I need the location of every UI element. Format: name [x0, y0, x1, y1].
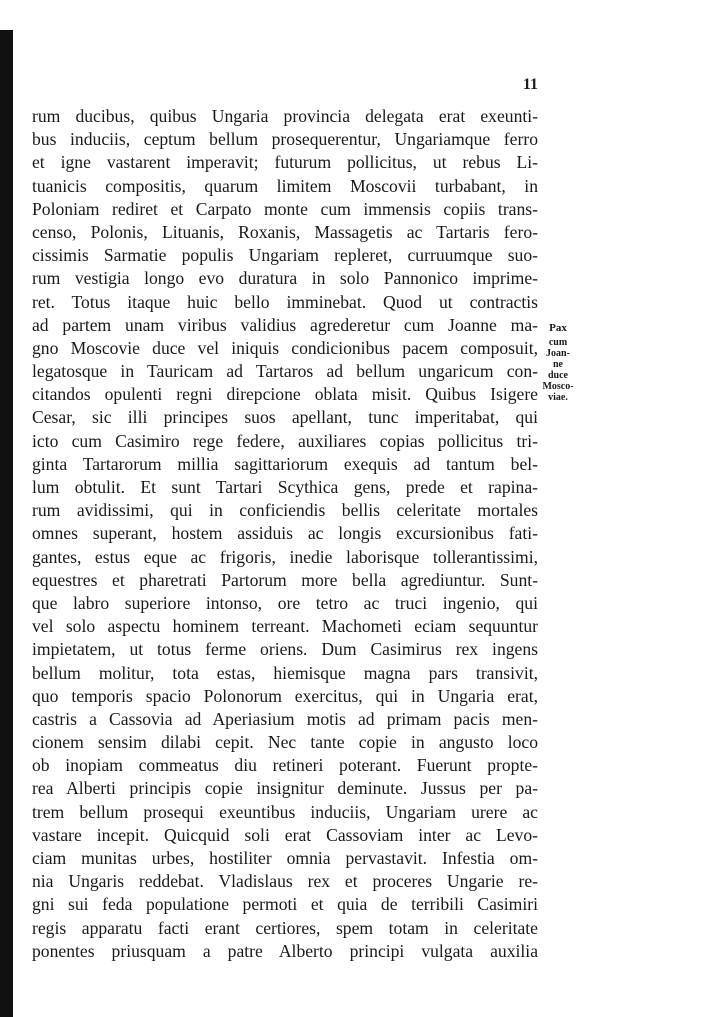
text-line: quo temporis spacio Polonorum exercitus, qui in Ungaria erat,	[32, 685, 538, 706]
text-line: castris a Cassovia ad Aperiasium motis ad primam pacis men-	[32, 708, 538, 729]
text-line: ciam munitas urbes, hostiliter omnia pervastavit. Infestia om-	[32, 848, 538, 868]
text-line: gantes, estus eque ac frigoris, inedie laborisque tollerantissimi,	[32, 546, 538, 567]
text-line: ob inopiam commeatus diu retineri poterant. Fuerunt propte-	[32, 755, 538, 776]
text-line: ad partem unam viribus validius agrederetur cum Joanne ma-	[32, 314, 538, 335]
text-line: bus induciis, ceptum bellum prosequerentur, Ungariamque ferro	[32, 129, 538, 150]
text-line: trem bellum prosequi exeuntibus induciis, Ungariam urere ac	[32, 801, 538, 822]
text-line: bellum molitur, tota estas, hiemisque magna pars transivit,	[32, 662, 538, 683]
text-line: ponentes priusquam a patre Alberto principi vulgata auxilia	[32, 940, 538, 961]
text-line: rea Alberti principis copie insignitur deminute. Jussus per pa-	[32, 778, 538, 799]
text-line: cionem sensim dilabi cepit. Nec tante copie in angusto loco	[32, 732, 538, 753]
text-line: equestres et pharetrati Partorum more bella agrediuntur. Sunt-	[32, 569, 538, 590]
body-text	[32, 105, 538, 963]
marginal-note-line: duce	[548, 370, 568, 381]
marginal-note-line: ne	[553, 359, 563, 370]
text-line: icto cum Casimiro rege federe, auxiliares copias pollicitus tri-	[32, 430, 538, 451]
text-line: omnes superant, hostem assiduis ac longis excursionibus fati-	[32, 523, 538, 544]
text-line: gni sui feda populatione permoti et quia de terribili Casimiri	[32, 894, 538, 915]
text-line: citandos opulenti regni direpcione oblata misit. Quibus Isigere	[32, 384, 538, 405]
text-line: rum ducibus, quibus Ungaria provincia delegata erat exeunti-	[32, 106, 538, 126]
text-line: rum vestigia longo evo duratura in solo Pannonico imprime-	[32, 268, 538, 289]
text-line: ret. Totus itaque huic bello imminebat. Quod ut contractis	[32, 291, 538, 312]
text-line: impietatem, ut totus ferme oriens. Dum Casimirus rex ingens	[32, 639, 538, 660]
text-line: tuanicis compositis, quarum limitem Moscovii turbabant, in	[32, 175, 538, 196]
text-line: lum obtulit. Et sunt Tartari Scythica gens, prede et rapina-	[32, 477, 538, 497]
text-line: regis apparatu facti erant certiores, spem totam in celeritate	[32, 917, 538, 938]
marginal-note-line: Pax	[549, 322, 567, 334]
page-number: 11	[522, 76, 538, 93]
scan-binding-edge	[0, 30, 13, 1017]
text-line: cissimis Sarmatie populis Ungariam repleret, curruumque suo-	[32, 245, 538, 266]
text-line: Cesar, sic illi principes suos apellant, tunc imperitabat, qui	[32, 407, 538, 428]
text-line: que labro superiore intonso, ore tetro ac truci ingenio, qui	[32, 592, 538, 613]
marginal-note	[538, 323, 578, 403]
marginal-note-line: cum	[548, 337, 568, 348]
text-line: legatosque in Tauricam ad Tartaros ad bellum ungaricum con-	[32, 361, 538, 382]
text-line: nia Ungaris reddebat. Vladislaus rex et proceres Ungarie re-	[32, 871, 538, 892]
text-line: rum avidissimi, qui in conficiendis bellis celeritate mortales	[32, 500, 538, 521]
text-line: gno Moscovie duce vel iniquis condicionibus pacem composuit,	[32, 337, 538, 358]
text-line: ginta Tartarorum millia sagittariorum exequis ad tantum bel-	[32, 453, 538, 474]
text-line: censo, Polonis, Lituanis, Roxanis, Massagetis ac Tartaris fero-	[32, 221, 538, 242]
marginal-note-line: viae.	[548, 392, 568, 403]
text-line: vel solo aspectu hominem terreant. Machometi eciam sequuntur	[32, 616, 538, 637]
text-line: vastare incepit. Quicquid soli erat Cassoviam inter ac Levo-	[32, 824, 538, 845]
marginal-note-line: Mosco-	[542, 381, 574, 392]
text-line: Poloniam rediret et Carpato monte cum immensis copiis trans-	[32, 198, 538, 219]
marginal-note-line: Joan-	[546, 348, 570, 359]
text-line: et igne vastarent imperavit; futurum pollicitus, ut rebus Li-	[32, 152, 538, 173]
